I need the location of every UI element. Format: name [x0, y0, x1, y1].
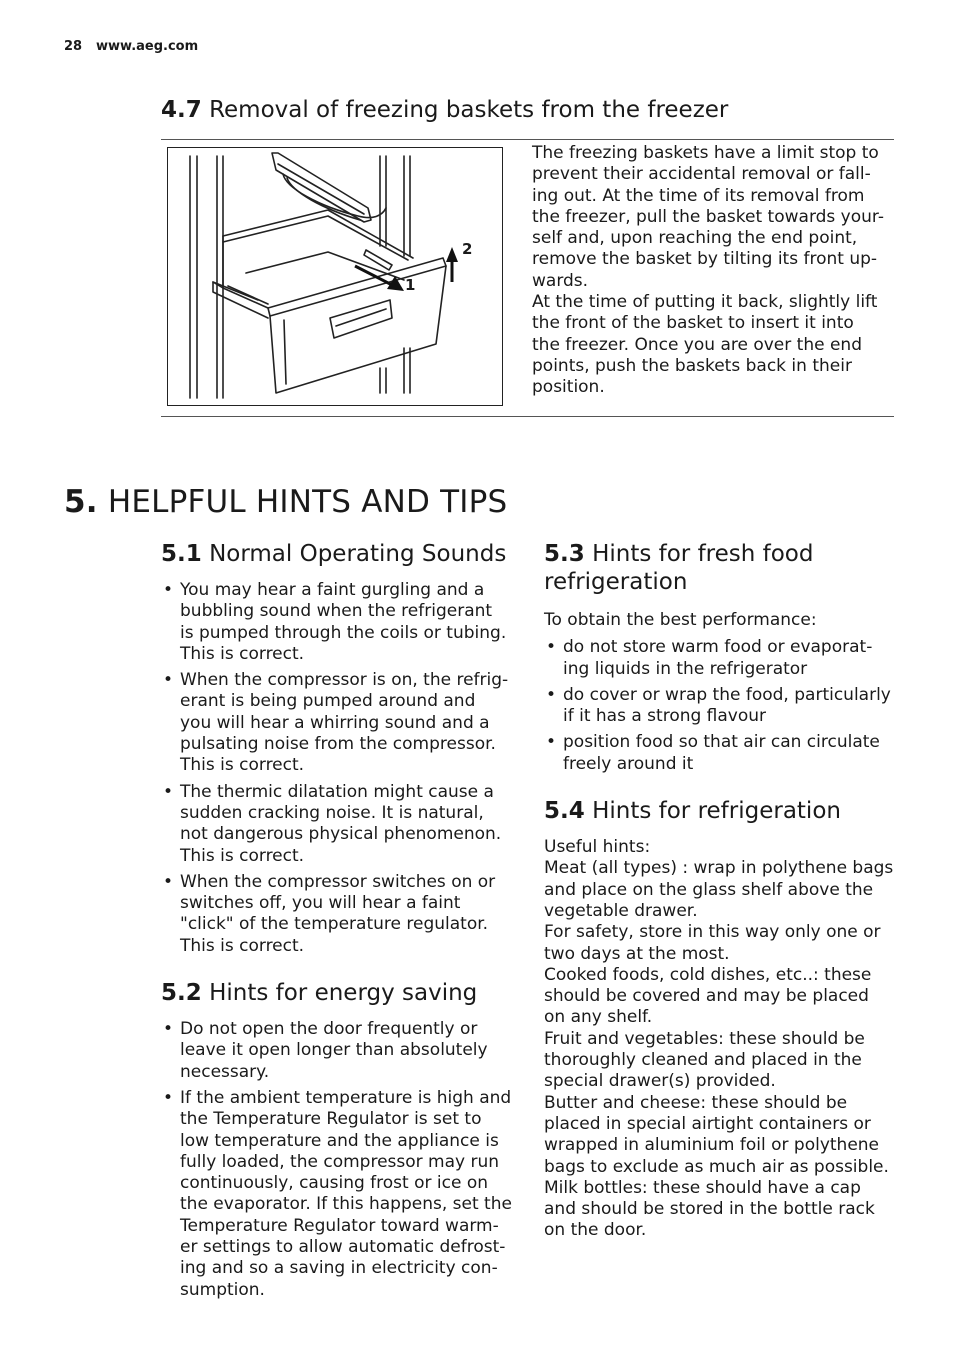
arrow-2-label: 2 — [462, 240, 473, 258]
fresh-food-list — [544, 637, 900, 775]
chapter-heading — [64, 482, 507, 522]
section-bottom-rule — [161, 416, 894, 417]
list-item: • do not store warm food or evaporat- ing liquids in the refrigerator — [544, 637, 900, 680]
operating-sounds-list — [161, 580, 516, 957]
removal-paragraph: The freezing baskets have a limit stop to prevent their accidental removal or fall- ing out. At the time of its removal from the freezer, pull the basket towards your- self and, upon reaching the end point, remove the basket by tilting its front up- wards. — [532, 143, 884, 291]
energy-saving-list — [161, 1019, 516, 1301]
reinsert-paragraph: At the time of putting it back, slightly lift the front of the basket to insert it into the freezer. Once you are over the end points, push the baskets back in their position. — [532, 292, 878, 398]
section-5-1-heading: 5.1 Normal Operating Sounds — [161, 541, 507, 567]
list-item: • When the compressor is on, the refrig- erant is being pumped around and you will hear a whirring sound and a pulsating noise from the compressor. This is correct. — [161, 670, 516, 776]
list-item: • position food so that air can circulate freely around it — [544, 732, 900, 775]
freezer-basket-illustration — [167, 147, 503, 406]
section-5-2-heading: 5.2 Hints for energy saving — [161, 980, 478, 1007]
list-item: • You may hear a faint gurgling and a bubbling sound when the refrigerant is pumped through the coils or tubing. This is correct. — [161, 580, 516, 665]
section-number: 4.7 — [161, 97, 202, 123]
left-column — [161, 540, 516, 1306]
basket-drawing — [168, 148, 502, 405]
refrigeration-hints-text: Useful hints: Meat (all types) : wrap in polythene bags and place on the glass shelf above the vegetable drawer. For safety, store in this way only one or two days at the most. Cooked foods, cold dishes, etc..: these should be covered and may be placed on any shelf. Fruit and vegetables: these should be thoroughly cleaned and placed in the special drawer(s) provided. Butter and cheese: these should be placed in special airtight containers or wrapped in aluminium foil or polythene bags to exclude as much air as possible. Milk bottles: these should have a cap and should be stored in the bottle rack on the door. — [544, 837, 894, 1241]
section-5-3-heading: 5.3 Hints for fresh food refrigeration — [544, 541, 814, 595]
section-5-4-heading: 5.4 Hints for refrigeration — [544, 798, 841, 825]
list-item: • do cover or wrap the food, particularly if it has a strong flavour — [544, 685, 900, 728]
website-url: www.aeg.com — [96, 39, 199, 54]
section-4-7-text — [532, 143, 892, 399]
chapter-title: HELPFUL HINTS AND TIPS — [107, 484, 508, 520]
section-4-7-heading — [161, 96, 728, 124]
list-item: • If the ambient temperature is high and the Temperature Regulator is set to low temperature and the appliance is fully loaded, the compressor may run continuously, causing frost or ice on the evaporator. If this happens, set the Temperature Regulator toward warm- er settings to allow automatic defrost- ing and so a saving in electricity con- sumption. — [161, 1088, 516, 1301]
section-5-3-intro: To obtain the best performance: — [544, 610, 817, 630]
section-top-rule — [161, 139, 894, 140]
page-number: 28 — [64, 39, 83, 54]
chapter-number: 5. — [64, 484, 98, 520]
list-item: • The thermic dilatation might cause a sudden cracking noise. It is natural, not dangerous physical phenomenon. This is correct. — [161, 782, 516, 867]
section-title: Removal of freezing baskets from the freezer — [209, 97, 729, 123]
arrow-1-label: 1 — [405, 276, 416, 294]
list-item: • Do not open the door frequently or leave it open longer than absolutely necessary. — [161, 1019, 516, 1083]
right-column — [544, 540, 900, 1242]
list-item: • When the compressor switches on or switches off, you will hear a faint "click" of the temperature regulator. This is correct. — [161, 872, 516, 957]
